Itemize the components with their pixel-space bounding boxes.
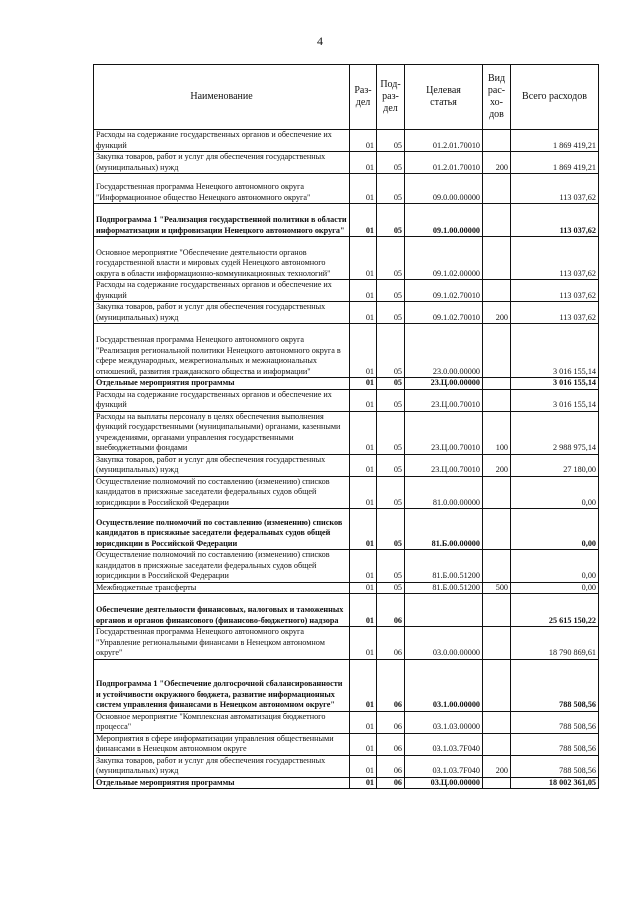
row-name-cell: Расходы на выплаты персоналу в целях обеспечения выполнения функций государственными (муниципальными) органами, казенными учреждениями, органами управления государственными внебюджетными фондами xyxy=(94,411,350,454)
row-podrazdel-cell: 05 xyxy=(377,582,405,594)
row-total-cell: 113 037,62 xyxy=(511,237,599,280)
header-podrazdel: Под- раз- дел xyxy=(377,65,405,130)
row-expense-type-cell xyxy=(483,204,511,237)
row-podrazdel-cell: 05 xyxy=(377,152,405,174)
row-target-article-cell: 03.Ц.00.00000 xyxy=(405,777,483,789)
table-row xyxy=(94,454,599,476)
table-row xyxy=(94,627,599,660)
row-expense-type-cell: 200 xyxy=(483,454,511,476)
row-total-cell: 788 508,56 xyxy=(511,711,599,733)
row-expense-type-cell xyxy=(483,378,511,390)
row-name-cell: Осуществление полномочий по составлению (изменению) списков кандидатов в присяжные заседатели федеральных судов общей юрисдикции в Российской Федерации xyxy=(94,550,350,583)
row-expense-type-cell xyxy=(483,659,511,711)
row-expense-type-cell xyxy=(483,324,511,378)
row-expense-type-cell xyxy=(483,130,511,152)
row-expense-type-cell xyxy=(483,389,511,411)
table-row xyxy=(94,659,599,711)
row-name-cell: Подпрограмма 1 "Реализация государственной политики в области информатизации и цифровизации Ненецкого автономного округа" xyxy=(94,204,350,237)
table-row xyxy=(94,280,599,302)
row-total-cell: 2 988 975,14 xyxy=(511,411,599,454)
row-podrazdel-cell: 05 xyxy=(377,411,405,454)
row-podrazdel-cell: 06 xyxy=(377,711,405,733)
row-razdel-cell: 01 xyxy=(350,130,377,152)
row-razdel-cell: 01 xyxy=(350,280,377,302)
table-row xyxy=(94,152,599,174)
row-target-article-cell: 01.2.01.70010 xyxy=(405,130,483,152)
table-row xyxy=(94,755,599,777)
row-razdel-cell: 01 xyxy=(350,550,377,583)
row-target-article-cell: 23.Ц.00.70010 xyxy=(405,411,483,454)
header-razdel: Раз- дел xyxy=(350,65,377,130)
row-total-cell: 113 037,62 xyxy=(511,204,599,237)
row-target-article-cell: 23.0.00.00000 xyxy=(405,324,483,378)
row-total-cell: 27 180,00 xyxy=(511,454,599,476)
row-target-article-cell: 81.Б.00.51200 xyxy=(405,582,483,594)
row-expense-type-cell: 200 xyxy=(483,755,511,777)
row-podrazdel-cell: 06 xyxy=(377,777,405,789)
row-total-cell: 0,00 xyxy=(511,509,599,550)
row-total-cell: 0,00 xyxy=(511,582,599,594)
row-target-article-cell: 81.Б.00.51200 xyxy=(405,550,483,583)
table-row xyxy=(94,582,599,594)
table-row xyxy=(94,389,599,411)
row-target-article-cell: 03.0.00.00000 xyxy=(405,627,483,660)
row-razdel-cell: 01 xyxy=(350,204,377,237)
row-total-cell: 113 037,62 xyxy=(511,280,599,302)
table-row xyxy=(94,550,599,583)
row-target-article-cell: 23.Ц.00.00000 xyxy=(405,378,483,390)
row-total-cell: 1 869 419,21 xyxy=(511,130,599,152)
row-name-cell: Основное мероприятие "Обеспечение деятельности органов государственной власти и мировых судей Ненецкого автономного округа в области информационно-коммуникационных технологий" xyxy=(94,237,350,280)
row-expense-type-cell: 200 xyxy=(483,152,511,174)
row-expense-type-cell: 100 xyxy=(483,411,511,454)
row-razdel-cell: 01 xyxy=(350,237,377,280)
row-name-cell: Подпрограмма 1 "Обеспечение долгосрочной сбалансированности и устойчивости окружного бюджета, развитие информационных систем управления финансами в Ненецком автономном округе" xyxy=(94,659,350,711)
row-total-cell: 18 002 361,05 xyxy=(511,777,599,789)
row-total-cell: 1 869 419,21 xyxy=(511,152,599,174)
header-expense-type: Вид рас- хо- дов xyxy=(483,65,511,130)
budget-table xyxy=(93,64,599,789)
table-row xyxy=(94,777,599,789)
row-razdel-cell: 01 xyxy=(350,378,377,390)
row-name-cell: Расходы на содержание государственных органов и обеспечение их функций xyxy=(94,280,350,302)
table-row xyxy=(94,174,599,204)
row-podrazdel-cell: 05 xyxy=(377,204,405,237)
table-row xyxy=(94,509,599,550)
row-podrazdel-cell: 05 xyxy=(377,280,405,302)
row-razdel-cell: 01 xyxy=(350,174,377,204)
row-expense-type-cell xyxy=(483,550,511,583)
table-row xyxy=(94,711,599,733)
row-expense-type-cell xyxy=(483,237,511,280)
row-razdel-cell: 01 xyxy=(350,627,377,660)
row-razdel-cell: 01 xyxy=(350,324,377,378)
row-target-article-cell: 01.2.01.70010 xyxy=(405,152,483,174)
row-expense-type-cell: 200 xyxy=(483,302,511,324)
row-razdel-cell: 01 xyxy=(350,659,377,711)
row-total-cell: 788 508,56 xyxy=(511,659,599,711)
row-expense-type-cell xyxy=(483,733,511,755)
page-number: 4 xyxy=(317,34,323,48)
row-expense-type-cell xyxy=(483,627,511,660)
header-target-article: Целевая статья xyxy=(405,65,483,130)
row-podrazdel-cell: 05 xyxy=(377,378,405,390)
row-name-cell: Расходы на содержание государственных органов и обеспечение их функций xyxy=(94,130,350,152)
row-name-cell: Расходы на содержание государственных органов и обеспечение их функций xyxy=(94,389,350,411)
row-podrazdel-cell: 05 xyxy=(377,454,405,476)
row-total-cell: 788 508,56 xyxy=(511,733,599,755)
row-total-cell: 0,00 xyxy=(511,550,599,583)
row-podrazdel-cell: 05 xyxy=(377,476,405,509)
row-expense-type-cell: 500 xyxy=(483,582,511,594)
row-podrazdel-cell: 06 xyxy=(377,733,405,755)
row-name-cell: Государственная программа Ненецкого автономного округа "Управление региональными финансами в Ненецком автономном округе" xyxy=(94,627,350,660)
table-row xyxy=(94,411,599,454)
row-total-cell: 25 615 150,22 xyxy=(511,594,599,627)
row-target-article-cell xyxy=(405,594,483,627)
header-name: Наименование xyxy=(94,65,350,130)
row-podrazdel-cell: 06 xyxy=(377,659,405,711)
row-name-cell: Закупка товаров, работ и услуг для обеспечения государственных (муниципальных) нужд xyxy=(94,152,350,174)
row-name-cell: Отдельные мероприятия программы xyxy=(94,378,350,390)
row-razdel-cell: 01 xyxy=(350,454,377,476)
row-name-cell: Закупка товаров, работ и услуг для обеспечения государственных (муниципальных) нужд xyxy=(94,454,350,476)
row-name-cell: Закупка товаров, работ и услуг для обеспечения государственных (муниципальных) нужд xyxy=(94,302,350,324)
table-body xyxy=(94,130,599,789)
row-podrazdel-cell: 05 xyxy=(377,302,405,324)
row-expense-type-cell xyxy=(483,280,511,302)
table-header-row xyxy=(94,65,599,130)
row-expense-type-cell xyxy=(483,777,511,789)
row-razdel-cell: 01 xyxy=(350,711,377,733)
row-podrazdel-cell: 05 xyxy=(377,509,405,550)
row-razdel-cell: 01 xyxy=(350,755,377,777)
table-row xyxy=(94,130,599,152)
row-podrazdel-cell: 05 xyxy=(377,324,405,378)
table-row xyxy=(94,324,599,378)
header-total: Всего расходов xyxy=(511,65,599,130)
row-target-article-cell: 03.1.03.7F040 xyxy=(405,733,483,755)
row-total-cell: 113 037,62 xyxy=(511,174,599,204)
row-target-article-cell: 09.1.02.00000 xyxy=(405,237,483,280)
row-podrazdel-cell: 05 xyxy=(377,550,405,583)
row-razdel-cell: 01 xyxy=(350,152,377,174)
row-name-cell: Осуществление полномочий по составлению (изменению) списков кандидатов в присяжные заседатели федеральных судов общей юрисдикции в Российской Федерации xyxy=(94,476,350,509)
row-target-article-cell: 09.1.02.70010 xyxy=(405,280,483,302)
row-razdel-cell: 01 xyxy=(350,302,377,324)
row-name-cell: Основное мероприятие "Комплексная автоматизация бюджетного процесса" xyxy=(94,711,350,733)
row-target-article-cell: 03.1.03.00000 xyxy=(405,711,483,733)
row-total-cell: 0,00 xyxy=(511,476,599,509)
row-name-cell: Мероприятия в сфере информатизации управления общественными финансами в Ненецком автономном округе xyxy=(94,733,350,755)
row-name-cell: Закупка товаров, работ и услуг для обеспечения государственных (муниципальных) нужд xyxy=(94,755,350,777)
row-target-article-cell: 23.Ц.00.70010 xyxy=(405,389,483,411)
table-row xyxy=(94,204,599,237)
row-razdel-cell: 01 xyxy=(350,476,377,509)
row-expense-type-cell xyxy=(483,594,511,627)
row-expense-type-cell xyxy=(483,711,511,733)
row-podrazdel-cell: 05 xyxy=(377,174,405,204)
row-podrazdel-cell: 05 xyxy=(377,389,405,411)
row-target-article-cell: 09.0.00.00000 xyxy=(405,174,483,204)
row-podrazdel-cell: 06 xyxy=(377,755,405,777)
row-expense-type-cell xyxy=(483,476,511,509)
row-total-cell: 3 016 155,14 xyxy=(511,378,599,390)
table-row xyxy=(94,594,599,627)
row-name-cell: Государственная программа Ненецкого автономного округа "Реализация региональной политики Ненецкого автономного округа в сфере международных, межрегиональных и межнациональных отношений, развития гражданского общества и информации" xyxy=(94,324,350,378)
row-total-cell: 18 790 869,61 xyxy=(511,627,599,660)
row-target-article-cell: 09.1.00.00000 xyxy=(405,204,483,237)
row-name-cell: Осуществление полномочий по составлению (изменению) списков кандидатов в присяжные заседатели федеральных судов общей юрисдикции в Российской Федерации xyxy=(94,509,350,550)
row-total-cell: 788 508,56 xyxy=(511,755,599,777)
table-row xyxy=(94,476,599,509)
row-razdel-cell: 01 xyxy=(350,733,377,755)
row-razdel-cell: 01 xyxy=(350,411,377,454)
row-razdel-cell: 01 xyxy=(350,777,377,789)
row-target-article-cell: 03.1.03.7F040 xyxy=(405,755,483,777)
row-target-article-cell: 09.1.02.70010 xyxy=(405,302,483,324)
row-name-cell: Государственная программа Ненецкого автономного округа "Информационное общество Ненецкого автономного округа" xyxy=(94,174,350,204)
table-row xyxy=(94,237,599,280)
row-name-cell: Отдельные мероприятия программы xyxy=(94,777,350,789)
row-podrazdel-cell: 06 xyxy=(377,627,405,660)
table-row xyxy=(94,302,599,324)
row-expense-type-cell xyxy=(483,509,511,550)
row-target-article-cell: 23.Ц.00.70010 xyxy=(405,454,483,476)
row-expense-type-cell xyxy=(483,174,511,204)
row-target-article-cell: 81.0.00.00000 xyxy=(405,476,483,509)
row-name-cell: Межбюджетные трансферты xyxy=(94,582,350,594)
row-total-cell: 3 016 155,14 xyxy=(511,389,599,411)
row-podrazdel-cell: 05 xyxy=(377,237,405,280)
table-row xyxy=(94,733,599,755)
row-podrazdel-cell: 06 xyxy=(377,594,405,627)
row-total-cell: 3 016 155,14 xyxy=(511,324,599,378)
row-name-cell: Обеспечение деятельности финансовых, налоговых и таможенных органов и органов финансового (финансово-бюджетного) надзора xyxy=(94,594,350,627)
row-target-article-cell: 03.1.00.00000 xyxy=(405,659,483,711)
row-total-cell: 113 037,62 xyxy=(511,302,599,324)
row-razdel-cell: 01 xyxy=(350,389,377,411)
row-target-article-cell: 81.Б.00.00000 xyxy=(405,509,483,550)
row-razdel-cell: 01 xyxy=(350,582,377,594)
row-razdel-cell: 01 xyxy=(350,509,377,550)
row-podrazdel-cell: 05 xyxy=(377,130,405,152)
row-razdel-cell: 01 xyxy=(350,594,377,627)
table-row xyxy=(94,378,599,390)
